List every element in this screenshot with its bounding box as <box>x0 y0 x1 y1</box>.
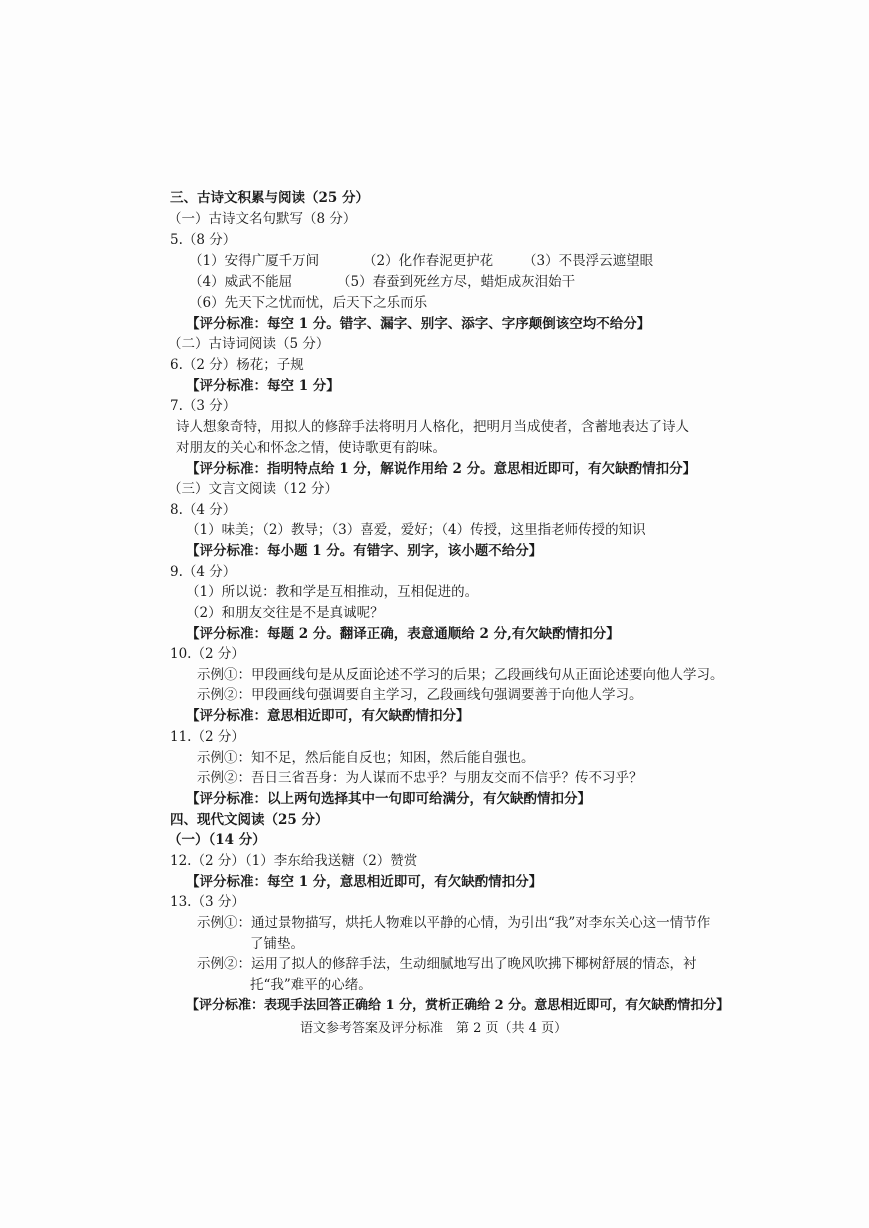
q5-answer-3: （3）不畏浮云遮望眼 <box>523 253 654 269</box>
q9-answer-1: （1）所以说：教和学是互相推动，互相促进的。 <box>186 584 479 600</box>
q11-example-1: 示例①：知不足，然后能自反也；知困，然后能自强也。 <box>197 750 535 766</box>
q11-head: 11.（2 分） <box>170 729 245 745</box>
q11-example-2: 示例②：吾日三省吾身：为人谋而不忠乎？与朋友交而不信乎？传不习乎？ <box>197 770 643 786</box>
q8-scoring-standard: 【评分标准：每小题 1 分。有错字、别字，该小题不给分】 <box>186 543 543 559</box>
section3-title: 三、古诗文积累与阅读（25 分） <box>170 190 369 206</box>
q10-scoring-standard: 【评分标准：意思相近即可，有欠缺酌情扣分】 <box>186 708 470 724</box>
page-footer: 语文参考答案及评分标准 第 2 页（共 4 页） <box>300 1021 568 1036</box>
q13-head: 13.（3 分） <box>170 894 245 910</box>
q9-answer-2: （2）和朋友交往是不是真诚呢？ <box>186 605 384 621</box>
q5-answer-4: （4）威武不能屈 <box>189 274 293 290</box>
q6-scoring-standard: 【评分标准：每空 1 分】 <box>186 378 340 394</box>
section4-subsection-1-title: （一）（14 分） <box>168 832 266 848</box>
q5-scoring-standard: 【评分标准：每空 1 分。错字、漏字、别字、添字、字序颠倒该空均不给分】 <box>186 316 651 332</box>
subsection-1-title: （一）古诗文名句默写（8 分） <box>168 211 357 227</box>
q13-example-2-line-2: 托“我”难平的心绪。 <box>250 977 372 993</box>
q9-head: 9.（4 分） <box>170 564 237 580</box>
section4-title: 四、现代文阅读（25 分） <box>170 812 329 828</box>
q9-scoring-standard: 【评分标准：每题 2 分。翻译正确，表意通顺给 2 分,有欠缺酌情扣分】 <box>186 626 620 642</box>
q5-answer-5: （5）春蚕到死丝方尽，蜡炬成灰泪始干 <box>337 274 576 290</box>
q10-example-1: 示例①：甲段画线句是从反面论述不学习的后果；乙段画线句从正面论述要向他人学习。 <box>197 667 724 683</box>
q5-answer-6: （6）先天下之忧而忧，后天下之乐而乐 <box>189 295 428 311</box>
q5-answer-2: （2）化作春泥更护花 <box>363 253 494 269</box>
q6-head: 6.（2 分）杨花；子规 <box>170 357 304 373</box>
q8-answer: （1）味美；（2）教导；（3）喜爱，爱好；（4）传授，这里指老师传授的知识 <box>186 522 646 538</box>
q13-example-2-line-1: 示例②：运用了拟人的修辞手法，生动细腻地写出了晚风吹拂下椰树舒展的情态，衬 <box>197 956 697 972</box>
q7-scoring-standard: 【评分标准：指明特点给 1 分，解说作用给 2 分。意思相近即可，有欠缺酌情扣分】 <box>186 461 697 477</box>
subsection-3-title: （三）文言文阅读（12 分） <box>168 481 338 497</box>
q10-head: 10.（2 分） <box>170 646 245 662</box>
q5-answer-1: （1）安得广厦千万间 <box>189 253 320 269</box>
q13-example-1-line-1: 示例①：通过景物描写，烘托人物难以平静的心情，为引出“我”对李东关心这一情节作 <box>197 915 711 931</box>
q12-head: 12.（2 分）（1）李东给我送糖（2）赞赏 <box>170 853 418 869</box>
subsection-2-title: （二）古诗词阅读（5 分） <box>168 336 330 352</box>
q7-head: 7.（3 分） <box>170 398 237 414</box>
q5-head: 5.（8 分） <box>170 232 237 248</box>
q11-scoring-standard: 【评分标准：以上两句选择其中一句即可给满分，有欠缺酌情扣分】 <box>186 791 591 807</box>
q13-example-1-line-2: 了铺垫。 <box>250 936 304 952</box>
q7-answer-line-1: 诗人想象奇特，用拟人的修辞手法将明月人格化，把明月当成使者，含蓄地表达了诗人 <box>176 419 689 435</box>
q10-example-2: 示例②：甲段画线句强调要自主学习，乙段画线句强调要善于向他人学习。 <box>197 687 643 703</box>
q8-head: 8.（4 分） <box>170 502 237 518</box>
q7-answer-line-2: 对朋友的关心和怀念之情，使诗歌更有韵味。 <box>176 440 446 456</box>
q12-scoring-standard: 【评分标准：每空 1 分，意思相近即可，有欠缺酌情扣分】 <box>186 874 543 890</box>
q13-scoring-standard: 【评分标准：表现手法回答正确给 1 分，赏析正确给 2 分。意思相近即可，有欠缺酌情扣分】 <box>186 998 730 1013</box>
